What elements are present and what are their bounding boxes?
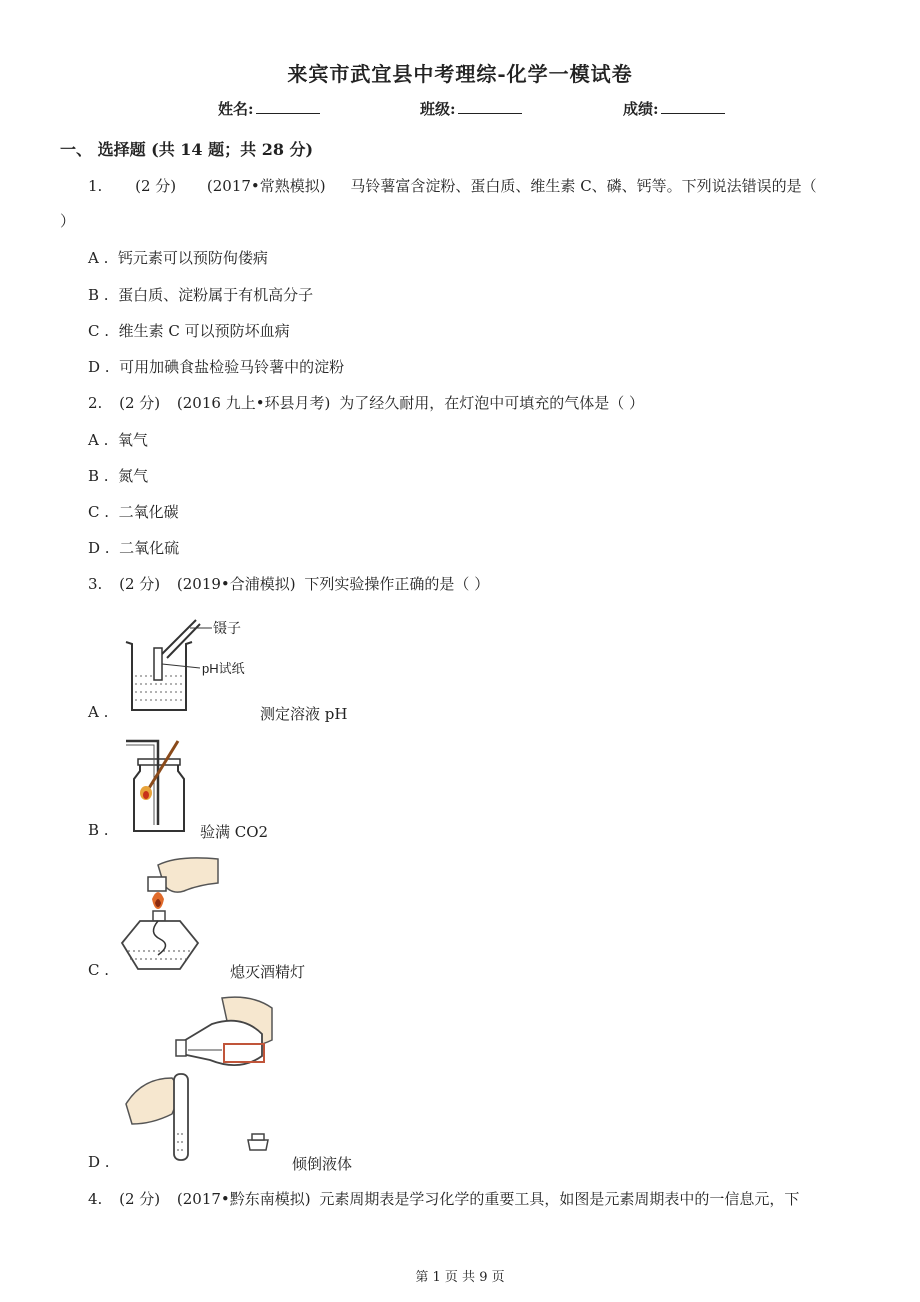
name-field	[218, 98, 320, 119]
question-score: (2 分)	[119, 1190, 161, 1208]
option-2d: D . 二氧化硫	[88, 539, 180, 557]
page-footer: 第 1 页 共 9 页	[415, 1270, 505, 1285]
option-2c: C . 二氧化碳	[88, 503, 179, 521]
question-number: 1.	[88, 177, 103, 195]
question-source: (2016 九上•环县月考)	[176, 394, 331, 412]
section-heading: 一、 选择题 (共 14 题；共 28 分)	[60, 140, 314, 159]
question-source: (2017•黔东南模拟)	[176, 1190, 311, 1208]
question-3	[88, 573, 489, 594]
option-2a: A . 氧气	[88, 431, 148, 449]
co2-test-figure	[122, 735, 202, 835]
alcohol-lamp-figure	[118, 855, 228, 975]
question-text: 下列实验操作正确的是（ ）	[304, 575, 490, 593]
question-score: (2 分)	[119, 575, 161, 593]
ph-test-figure	[120, 612, 260, 717]
question-source: (2017•常熟模拟)	[206, 177, 326, 195]
option-2b: B . 氮气	[88, 467, 149, 485]
ph-paper-label: pH试纸	[202, 661, 245, 676]
option-3a-letter: A .	[88, 703, 109, 721]
name-label: 姓名:	[218, 100, 254, 118]
option-1a: A . 钙元素可以预防佝偻病	[88, 249, 268, 267]
pour-liquid-figure	[122, 994, 282, 1169]
tweezers-label: 镊子	[213, 620, 241, 636]
option-3c-letter: C .	[88, 961, 110, 979]
option-3b-letter: B .	[88, 821, 109, 839]
question-4	[88, 1188, 799, 1209]
question-source: (2019•合浦模拟)	[176, 575, 296, 593]
page-title: 来宾市武宜县中考理综-化学一模试卷	[287, 62, 633, 86]
question-2	[88, 392, 644, 413]
option-3a-text: 测定溶液 pH	[260, 705, 348, 723]
question-number: 2.	[88, 394, 103, 412]
option-3d-text: 倾倒液体	[292, 1155, 353, 1173]
question-1	[88, 175, 817, 196]
option-3b-text: 验满 CO2	[200, 823, 269, 841]
score-label: 成绩:	[623, 100, 659, 118]
option-3c-text: 熄灭酒精灯	[230, 963, 306, 981]
option-1b: B . 蛋白质、淀粉属于有机高分子	[88, 286, 314, 304]
name-blank	[256, 99, 320, 114]
class-blank	[458, 99, 522, 114]
score-blank	[661, 99, 725, 114]
question-text-cont: ）	[60, 212, 76, 230]
question-number: 4.	[88, 1190, 103, 1208]
question-score: (2 分)	[119, 394, 161, 412]
class-label: 班级:	[420, 100, 456, 118]
question-text: 为了经久耐用，在灯泡中可填充的气体是（ ）	[339, 394, 644, 412]
question-number: 3.	[88, 575, 103, 593]
question-score: (2 分)	[135, 177, 177, 195]
option-1c: C . 维生素 C 可以预防坏血病	[88, 322, 290, 340]
score-field	[623, 98, 725, 119]
question-text: 元素周期表是学习化学的重要工具，如图是元素周期表中的一信息元，下	[319, 1190, 800, 1208]
option-3d-letter: D .	[88, 1153, 110, 1171]
question-text: 马铃薯富含淀粉、蛋白质、维生素 C、磷、钙等。下列说法错误的是（	[350, 177, 817, 195]
class-field	[420, 98, 522, 119]
option-1d: D . 可用加碘食盐检验马铃薯中的淀粉	[88, 358, 345, 376]
